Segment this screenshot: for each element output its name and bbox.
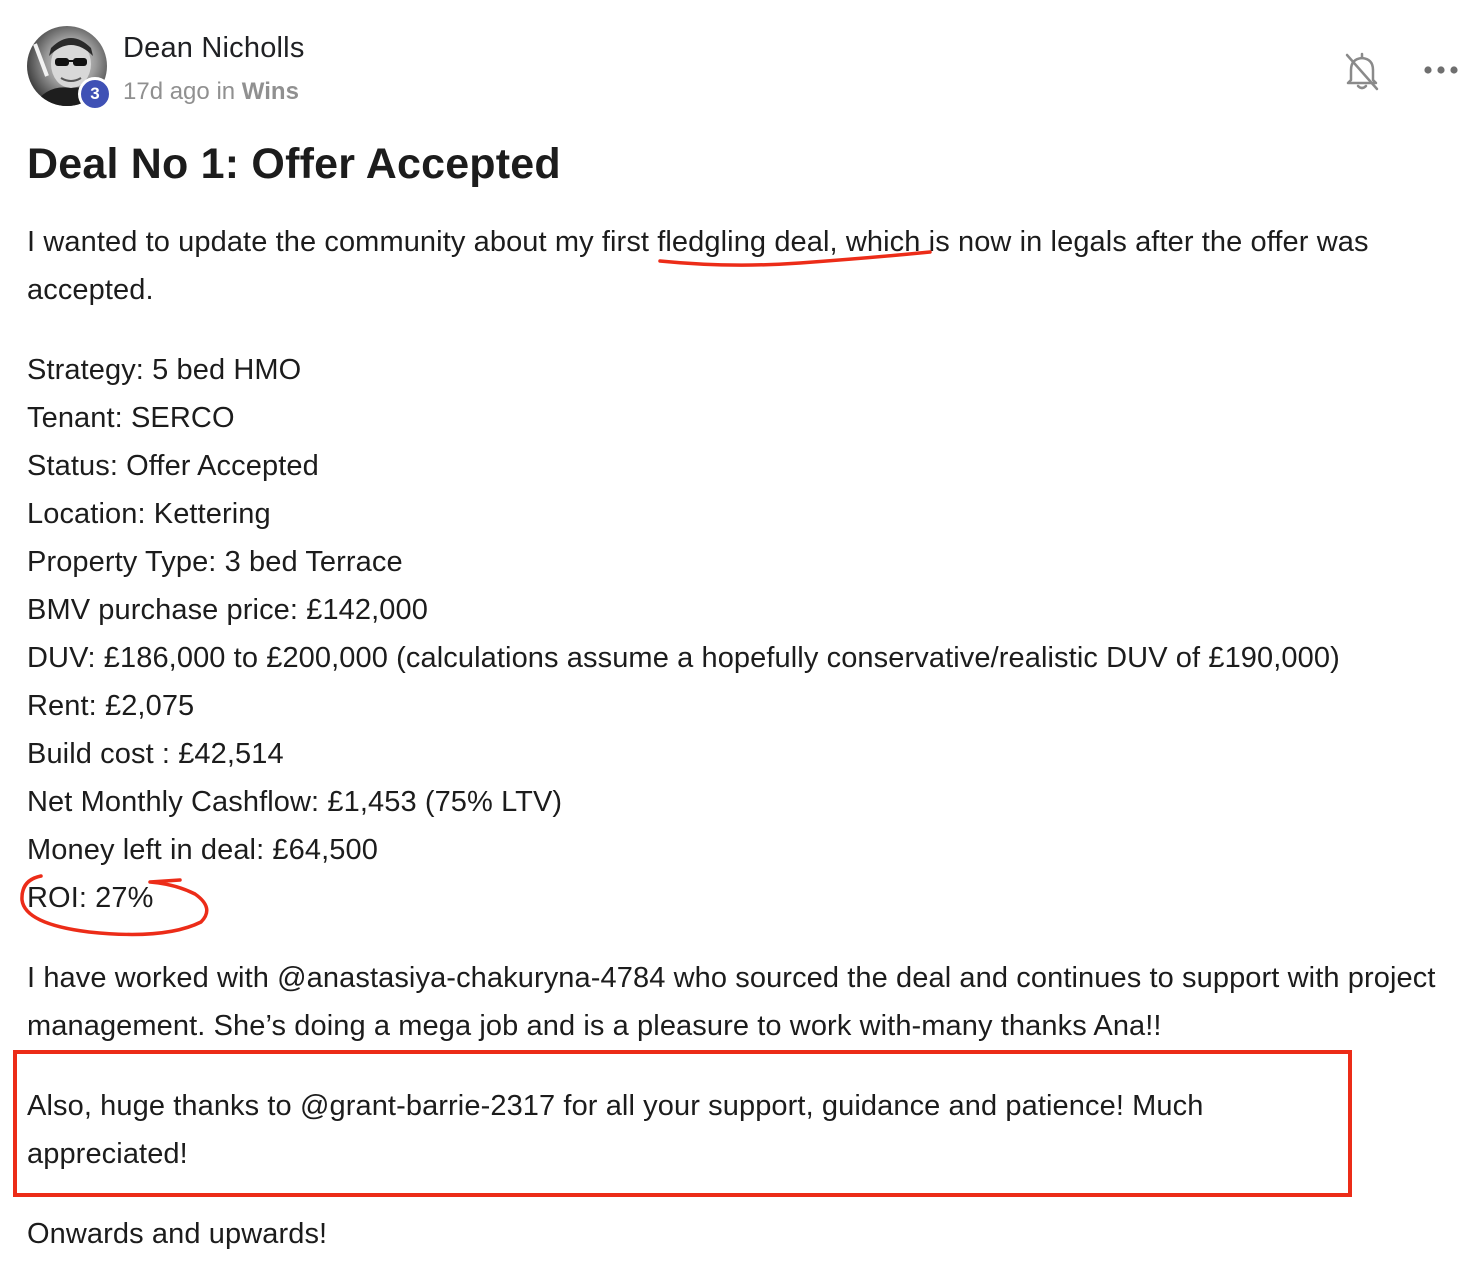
detail-build-cost: Build cost : £42,514 bbox=[27, 738, 284, 770]
detail-duv: DUV: £186,000 to £200,000 (calculations assume a hopefully conservative/realistic DUV of £190,000) bbox=[27, 642, 1340, 674]
thanks-paragraph-1: I have worked with @anastasiya-chakuryna-4784 who sourced the deal and continues to support with project management. She’s doing a mega job and is a pleasure to work with-many thanks Ana!! bbox=[27, 962, 1436, 1042]
detail-property-type: Property Type: 3 bed Terrace bbox=[27, 546, 403, 578]
detail-money-left: Money left in deal: £64,500 bbox=[27, 834, 378, 866]
author-name[interactable]: Dean Nicholls bbox=[123, 32, 305, 64]
post-meta-in: in bbox=[216, 78, 236, 105]
thanks-paragraph-2: Also, huge thanks to @grant-barrie-2317 for all your support, guidance and patience! Much appreciated! bbox=[27, 1090, 1204, 1170]
bell-off-icon bbox=[1340, 48, 1384, 92]
detail-cashflow: Net Monthly Cashflow: £1,453 (75% LTV) bbox=[27, 786, 563, 818]
detail-status: Status: Offer Accepted bbox=[27, 450, 319, 482]
detail-tenant: Tenant: SERCO bbox=[27, 402, 235, 434]
deal-details bbox=[27, 346, 1340, 922]
detail-strategy: Strategy: 5 bed HMO bbox=[27, 354, 302, 386]
detail-location: Location: Kettering bbox=[27, 498, 271, 530]
level-badge: 3 bbox=[78, 77, 112, 111]
box-annotation bbox=[13, 1050, 1352, 1197]
detail-roi: ROI: 27% bbox=[27, 882, 154, 914]
post-meta bbox=[123, 78, 299, 106]
more-horizontal-icon bbox=[1418, 58, 1464, 82]
closing-line: Onwards and upwards! bbox=[27, 1218, 328, 1250]
intro-highlighted-phrase: first fledgling deal, bbox=[601, 226, 838, 258]
post-title: Deal No 1: Offer Accepted bbox=[27, 140, 561, 188]
detail-rent: Rent: £2,075 bbox=[27, 690, 195, 722]
more-options-button[interactable] bbox=[1418, 58, 1464, 82]
intro-text-start: I wanted to update the community about my bbox=[27, 226, 602, 258]
notifications-toggle-button[interactable] bbox=[1340, 48, 1384, 92]
intro-text-end: which is now in legals after the offer was accepted. bbox=[27, 226, 1369, 306]
post-time: 17d ago bbox=[123, 78, 210, 105]
detail-purchase-price: BMV purchase price: £142,000 bbox=[27, 594, 428, 626]
category-link[interactable]: Wins bbox=[241, 78, 299, 105]
intro-paragraph bbox=[27, 218, 1457, 314]
